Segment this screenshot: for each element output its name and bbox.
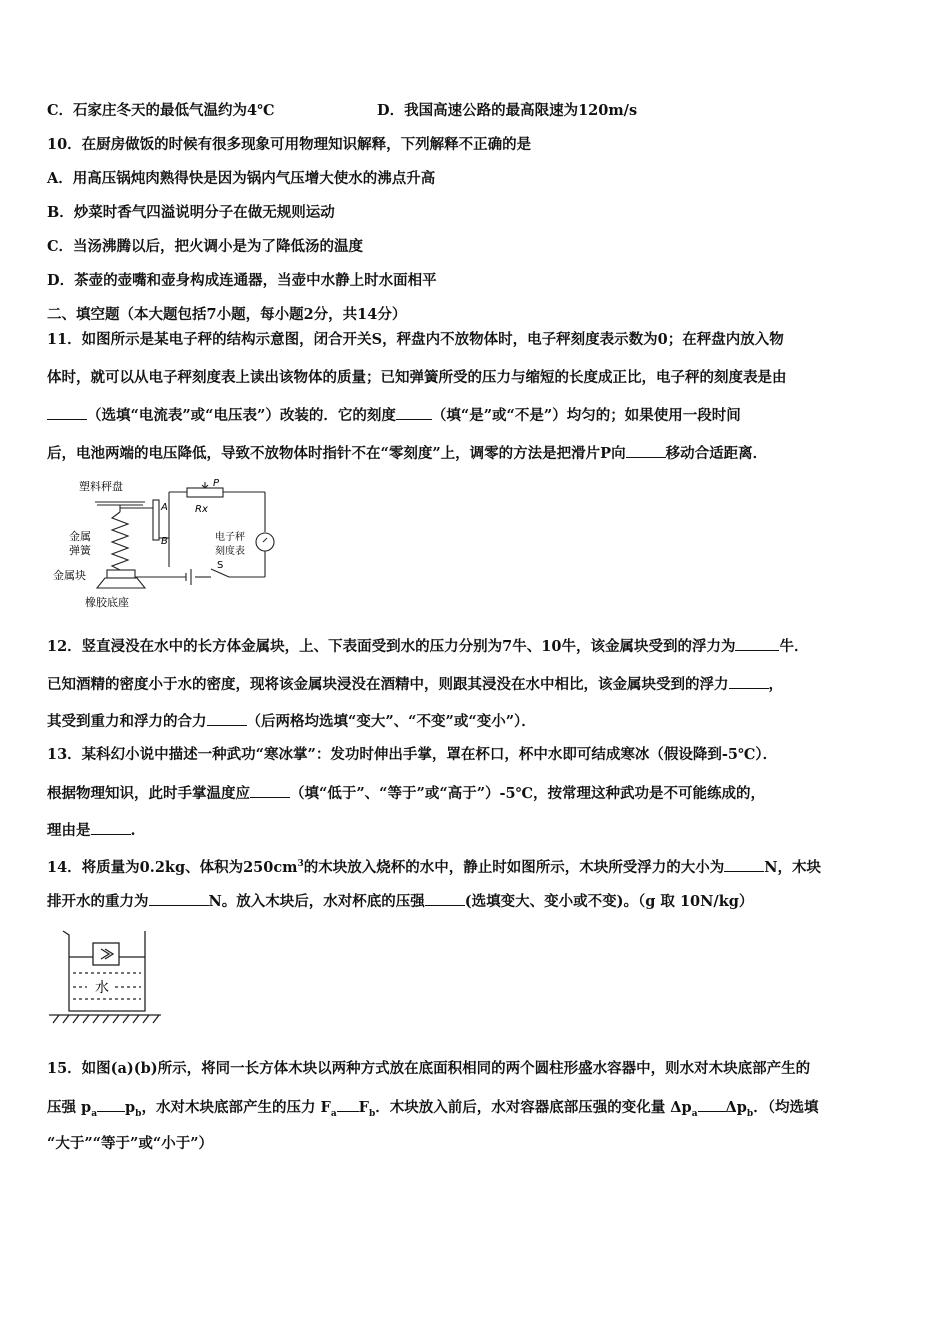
subscript-b: b [368,1108,376,1119]
q15-force-text: ，水对木块底部产生的压力 F [141,1099,331,1116]
answer-blank[interactable] [396,405,432,420]
q12-line-1-text-b: 牛． [779,638,809,655]
q12-line-3-text-a: 其受到重力和浮力的合力 [47,713,207,730]
q15-force-b-label: F [358,1099,369,1116]
subscript-a: a [691,1108,698,1119]
label-a: A [161,502,168,513]
q14-line-1-text-c: N，木块 [764,858,822,876]
answer-blank[interactable] [729,674,769,689]
q14-unit-superscript: 3 [297,859,304,869]
q13-line-1: 13．某科幻小说中描述一种武功“寒冰掌”：发功时伸出手掌，罩在杯口，杯中水即可结成寒冰（假设降到-5℃）． [47,746,778,763]
answer-blank[interactable] [698,1097,726,1112]
answer-blank[interactable] [97,1097,125,1112]
subscript-b: b [135,1108,142,1119]
q15-line-1: 15．如图(a)(b)所示，将同一长方体木块以两种方式放在底面积相同的两个圆柱形盛水容器中，则水对木块底部产生的 [47,1060,811,1077]
label-rx: Rx [195,504,208,515]
q14-line-1-text-b: 的木块放入烧杯的水中，静止时如图所示，木块所受浮力的大小为 [303,858,725,876]
q11-line-4-text-b: 移动合适距离． [665,445,768,462]
q13-line-3-text-b: . [130,822,136,839]
q12-line-2 [47,674,783,695]
answer-blank[interactable] [91,820,131,835]
q15-line-3: “大于”“等于”或“小于”） [47,1135,214,1152]
q11-line-3-text-a: （选填“电流表”或“电压表”）改装的．它的刻度 [87,407,396,424]
q13-line-2-text-a: 根据物理知识，此时手掌温度应 [47,785,250,802]
q15-line-2-end: ．（均选填 [753,1099,819,1116]
q11-line-2: 体时，就可以从电子秤刻度表上读出该物体的质量；已知弹簧所受的压力与缩短的长度成正比，电子秤的刻度表是由 [47,369,787,386]
label-b: B [161,536,168,547]
label-s: S [217,560,224,571]
q13-line-3 [47,820,136,841]
q15-delta-b-label: Δp [725,1099,747,1116]
label-spring-1: 金属 [69,530,91,543]
answer-blank[interactable] [149,891,209,906]
q12-line-3 [47,711,536,732]
answer-blank[interactable] [337,1097,359,1112]
q9-option-c-text: C．石家庄冬天的最低气温约为4℃ [47,102,275,119]
subscript-b: b [746,1108,754,1119]
q12-line-3-text-b: （后两格均选填“变大”、“不变”或“变小”）． [246,713,536,730]
label-meter-1: 电子秤 [215,532,245,543]
q15-pressure-b-label: p [125,1099,136,1116]
q14-line-2-text-a: 排开水的重力为 [47,893,149,910]
answer-blank[interactable] [250,783,290,798]
q13-line-2 [47,783,765,804]
q14-line-2-text-c: (选填变大、变小或不变)。（g 取 10N/kg） [464,893,754,910]
answer-blank[interactable] [47,405,87,420]
label-p: P [213,478,220,489]
electronic-scale-diagram [45,472,285,612]
q15-pressure-a-label: 压强 p [47,1099,92,1116]
answer-blank[interactable] [425,891,465,906]
q13-line-2-text-b: （填“低于”、“等于”或“高于”）-5℃，按常理这种武功是不可能练成的， [290,785,766,802]
q15-delta-text: ．木块放入前后，水对容器底部压强的变化量 Δp [375,1099,692,1116]
q10-option-b: B．炒菜时香气四溢说明分子在做无规则运动 [47,204,335,221]
q11-line-4-text-a: 后，电池两端的电压降低，导致不放物体时指针不在“零刻度”上，调零的方法是把滑片P向 [47,445,626,462]
q14-line-2 [47,891,753,912]
q12-line-2-text-b: ， [768,676,783,693]
q14-line-1 [47,854,821,878]
label-block: 金属块 [53,569,86,582]
beaker-diagram [45,925,165,1027]
answer-blank[interactable] [207,711,247,726]
q11-line-3 [47,405,741,426]
subscript-a: a [330,1108,337,1119]
q12-line-1 [47,636,808,657]
label-meter-2: 刻度表 [215,546,245,557]
q9-option-c [47,101,275,121]
label-spring-2: 弹簧 [69,544,91,557]
q12-line-1-text-a: 12．竖直浸没在水中的长方体金属块，上、下表面受到水的压力分别为7牛、10牛，该金属块受到的浮力为 [47,638,736,655]
q11-line-3-text-b: （填“是”或“不是”）均匀的；如果使用一段时间 [431,407,741,424]
label-water: 水 [95,980,109,996]
q11-line-4 [47,443,767,464]
q14-line-1-text-a: 14．将质量为0.2kg、体积为250cm [47,858,298,876]
q9-option-d [377,101,637,121]
answer-blank[interactable] [626,443,666,458]
answer-blank[interactable] [724,857,764,872]
q13-line-3-text-a: 理由是 [47,822,91,839]
q9-option-d-text: D．我国高速公路的最高限速为120m/s [377,102,638,119]
q15-line-2 [47,1097,818,1124]
label-base: 橡胶底座 [85,596,129,609]
q14-line-2-text-b: N。放入木块后，水对杯底的压强 [208,893,425,910]
section-heading: 二、填空题（本大题包括7小题，每小题2分，共14分） [47,306,407,323]
subscript-a: a [91,1108,98,1119]
label-pan: 塑料秤盘 [79,480,123,493]
answer-blank[interactable] [735,636,779,651]
q10-option-c: C．当汤沸腾以后，把火调小是为了降低汤的温度 [47,238,364,255]
q11-line-1: 11．如图所示是某电子秤的结构示意图，闭合开关S，秤盘内不放物体时，电子秤刻度表示数为0；在秤盘内放入物 [47,331,784,348]
q10-option-a: A．用高压锅炖肉熟得快是因为锅内气压增大使水的沸点升高 [47,170,436,187]
q10-option-d: D．茶壶的壶嘴和壶身构成连通器，当壶中水静上时水面相平 [47,272,437,289]
q12-line-2-text-a: 已知酒精的密度小于水的密度，现将该金属块浸没在酒精中，则跟其浸没在水中相比，该金属块受到的浮力 [47,676,729,693]
q10-stem: 10．在厨房做饭的时候有很多现象可用物理知识解释，下列解释不正确的是 [47,136,532,153]
